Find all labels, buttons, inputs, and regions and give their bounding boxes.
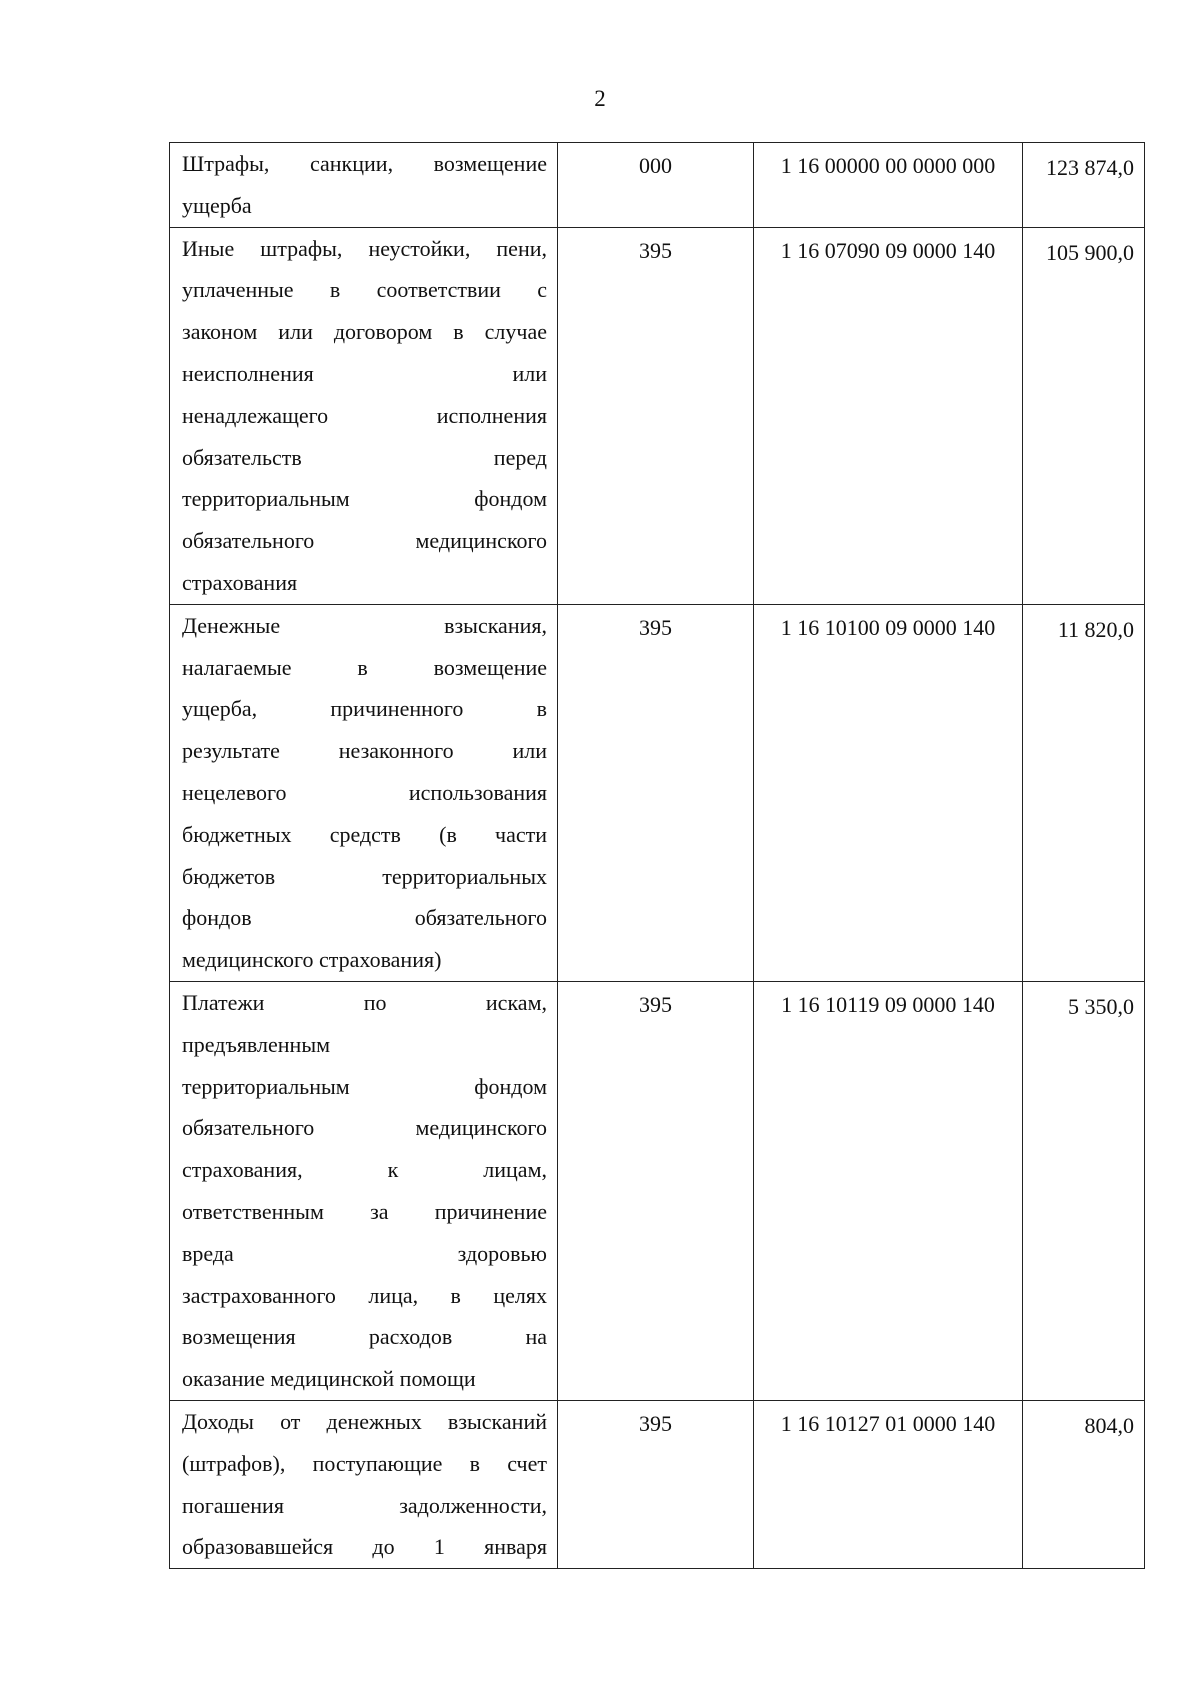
- kbk-cell: [754, 227, 1023, 604]
- revenue-name-line: Денежные взыскания,: [182, 612, 547, 638]
- revenue-name-line: страхования, к лицам,: [182, 1157, 547, 1183]
- revenue-name-line: вреда здоровью: [182, 1240, 547, 1266]
- revenue-name-line: ущерба, причиненного в: [182, 696, 547, 722]
- revenue-name-line: Платежи по искам,: [182, 989, 547, 1015]
- admin-code: 395: [639, 614, 672, 640]
- amount-value: 804,0: [1084, 1412, 1134, 1438]
- revenue-name-line: неисполнения или: [182, 360, 547, 386]
- revenue-name-line: бюджетных средств (в части: [182, 821, 547, 847]
- admin-code: 395: [639, 991, 672, 1017]
- amount-value: 5 350,0: [1068, 993, 1134, 1019]
- admin-code-cell: [558, 143, 754, 228]
- revenue-name-cell: [170, 1400, 558, 1568]
- kbk-code: 1 16 10127 01 0000 140: [780, 1410, 996, 1436]
- revenue-name-line: образовавшейся до 1 января: [182, 1534, 547, 1560]
- revenue-name-line: (штрафов), поступающие в счет: [182, 1450, 547, 1476]
- revenue-name-cell: [170, 227, 558, 604]
- admin-code: 395: [639, 237, 672, 263]
- admin-code-cell: [558, 1400, 754, 1568]
- revenue-name-cell: [170, 604, 558, 981]
- revenue-name-cell: [170, 143, 558, 228]
- table-row: [170, 981, 1145, 1400]
- amount-value: 123 874,0: [1046, 155, 1134, 180]
- amount-cell: [1023, 143, 1145, 228]
- revenue-name-line: медицинского страхования): [182, 947, 442, 973]
- revenue-name-line: обязательного медицинского: [182, 1115, 547, 1141]
- revenue-name-line: ответственным за причинение: [182, 1198, 547, 1224]
- revenue-name-line: Иные штрафы, неустойки, пени,: [182, 235, 547, 261]
- admin-code-cell: [558, 981, 754, 1400]
- amount-cell: [1023, 981, 1145, 1400]
- admin-code-cell: [558, 227, 754, 604]
- revenue-name-line: ущерба: [182, 192, 252, 218]
- revenue-name-line: обязательного медицинского: [182, 528, 547, 554]
- table-row: [170, 1400, 1145, 1568]
- admin-code: 395: [639, 1410, 672, 1436]
- revenue-name-line: возмещения расходов на: [182, 1324, 547, 1350]
- kbk-cell: [754, 143, 1023, 228]
- revenue-name-line: ненадлежащего исполнения: [182, 402, 547, 428]
- revenue-name-line: результате незаконного или: [182, 738, 547, 764]
- revenue-name-cell: [170, 981, 558, 1400]
- revenue-name-line: страхования: [182, 569, 298, 595]
- revenue-name-line: территориальным фондом: [182, 486, 547, 512]
- kbk-code: 1 16 07090 09 0000 140: [780, 237, 996, 263]
- revenue-name-line: уплаченные в соответствии с: [182, 277, 547, 303]
- amount-cell: [1023, 1400, 1145, 1568]
- kbk-code: 1 16 00000 00 0000 000: [780, 153, 996, 178]
- kbk-cell: [754, 1400, 1023, 1568]
- table-row: [170, 604, 1145, 981]
- revenue-name-line: бюджетов территориальных: [182, 863, 547, 889]
- revenue-name-line: застрахованного лица, в целях: [182, 1282, 547, 1308]
- revenue-name-line: законом или договором в случае: [182, 319, 547, 345]
- kbk-cell: [754, 981, 1023, 1400]
- table-row: [170, 227, 1145, 604]
- revenue-name-line: предъявленным: [182, 1031, 331, 1057]
- admin-code-cell: [558, 604, 754, 981]
- revenue-name-line: территориальным фондом: [182, 1073, 547, 1099]
- revenue-name-line: налагаемые в возмещение: [182, 654, 547, 680]
- revenue-name-line: нецелевого использования: [182, 779, 547, 805]
- amount-cell: [1023, 604, 1145, 981]
- revenue-name-line: обязательств перед: [182, 444, 547, 470]
- kbk-cell: [754, 604, 1023, 981]
- revenue-name-line: погашения задолженности,: [182, 1492, 547, 1518]
- kbk-code: 1 16 10119 09 0000 140: [781, 991, 995, 1017]
- amount-value: 105 900,0: [1046, 239, 1134, 265]
- revenue-name-line: оказание медицинской помощи: [182, 1366, 476, 1392]
- revenue-name-line: Штрафы, санкции, возмещение: [182, 151, 547, 176]
- page-number: 2: [594, 86, 606, 111]
- revenue-name-line: фондов обязательного: [182, 905, 547, 931]
- amount-value: 11 820,0: [1057, 616, 1134, 642]
- amount-cell: [1023, 227, 1145, 604]
- budget-revenue-table: [169, 142, 1145, 1569]
- kbk-code: 1 16 10100 09 0000 140: [780, 614, 996, 640]
- revenue-name-line: Доходы от денежных взысканий: [182, 1408, 547, 1434]
- table-row: [170, 143, 1145, 228]
- admin-code: 000: [639, 153, 672, 178]
